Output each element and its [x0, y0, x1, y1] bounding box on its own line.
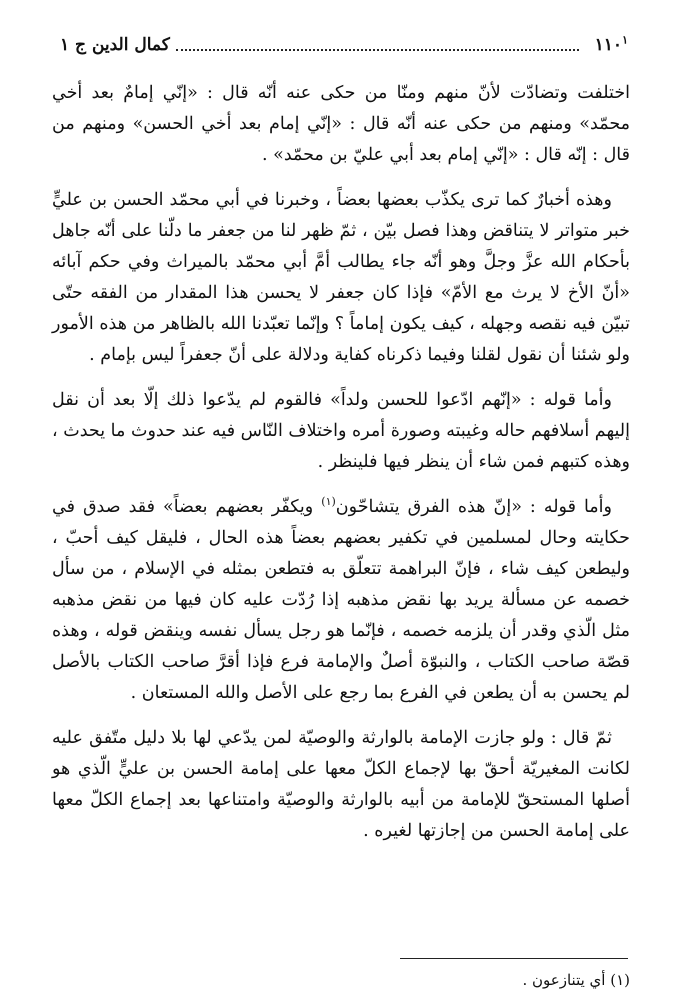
footnote-separator: [400, 958, 628, 959]
paragraph-1: اختلفت وتضادّت لأنّ منهم ومنّا من حكى عنه أنّه قال : «إنّي إمامٌ بعد أخي محمّد» ومنهم من حكى عنه أنّه قال : «إنّي إمام بعد أخي الحسن» ومنهم من قال : إنّه قال : «إنّي إمام بعد أبي عليّ بن محمّد» .: [52, 83, 630, 165]
paragraph-4-rest: ويكفّر بعضهم بعضاً» فقد صدق في حكايته وحال لمسلمين في تكفير بعضهم بعضاً هذه الحال ، فليقل كيف أحبّ ، وليطعن كيف شاء ، فإنّ البراهمة تتعلّق به فتطعن بمثله في الإسلام ، من سأل خصمه عن مسألة يريد بها نقض مذهبه إذا رُدّت عليه كان فيها من نقض مذهبه مثل الّذي وقدر أن يلزمه خصمه ، فإنّما هو رجل يسأل نفسه وينقض قوله ، وهذه قصّة صاحب الكتاب ، والنبوّة أصلٌ والإمامة فرع فإذا أقرَّ صاحب الكتاب بالأصل لم يحسن به أن يطعن في الفرع بما رجع على الأصل والله المستعان .: [52, 497, 630, 703]
paragraph-4-start: وأما قوله : «إنّ هذه الفرق يتشاحّون: [335, 497, 612, 517]
footnote: (١) أي يتنازعون .: [522, 971, 630, 989]
body-text: [52, 78, 630, 861]
page-number-suffix: ١: [622, 33, 628, 47]
paragraph-3: وأما قوله : «إنّهم ادّعوا للحسن ولداً» فالقوم لم يدّعوا ذلك إلّا بعد أن نقل إليهم أسلافهم حاله وغيبته وصورة أمره واختلاف النّاس فيه عند حدوث ما يحدث ، وهذه كتبهم فمن شاء أن ينظر فيها فلينظر .: [52, 390, 630, 472]
paragraph-5: ثمّ قال : ولو جازت الإمامة بالوارثة والوصيّة لمن يدّعي لها بلا دليل متّفق عليه لكانت المغيريّة أحقّ بها لإجماع الكلّ معها على إمامة الحسن بن عليٍّ الّذي هو أصلها المستحقّ للإمامة من أبيه بالوارثة والوصيّة وامتناعها بعد إجماع الكلّ معها على إمامة الحسن من إجازتها لغيره .: [52, 728, 630, 841]
footnote-reference: (١): [321, 495, 336, 509]
book-title: كمال الدين ج ١: [60, 35, 170, 55]
paragraph-2: وهذه أخبارٌ كما ترى يكذّب بعضها بعضاً ، وخبرنا في أبي محمّد الحسن بن عليٍّ خبر متواتر لا يتناقض وهذا فصل بيّن ، ثمّ ظهر لنا من جعفر ما دلّنا على أنّه جاهل بأحكام الله عزَّ وجلَّ وهو أنّه جاء يطالب أمَّ أبي محمّد بالميراث وفي حكم آبائه «أنّ الأخ لا يرث مع الأمّ» فإذا كان جعفر لا يحسن هذا المقدار من الفقه حتّى تبيّن فيه نقصه وجهله ، كيف يكون إماماً ؟ وإنّما تعبّدنا الله بالظاهر من هذه الأمور ولو شئنا أن نقول لقلنا وفيما ذكرناه كفاية ودلالة على أنّ جعفراً ليس بإمام .: [52, 190, 630, 365]
page-number: ١١٠$^١$: [594, 33, 628, 55]
paragraph-4: [52, 492, 630, 709]
running-head: [60, 30, 628, 60]
dot-leader: [176, 48, 579, 51]
